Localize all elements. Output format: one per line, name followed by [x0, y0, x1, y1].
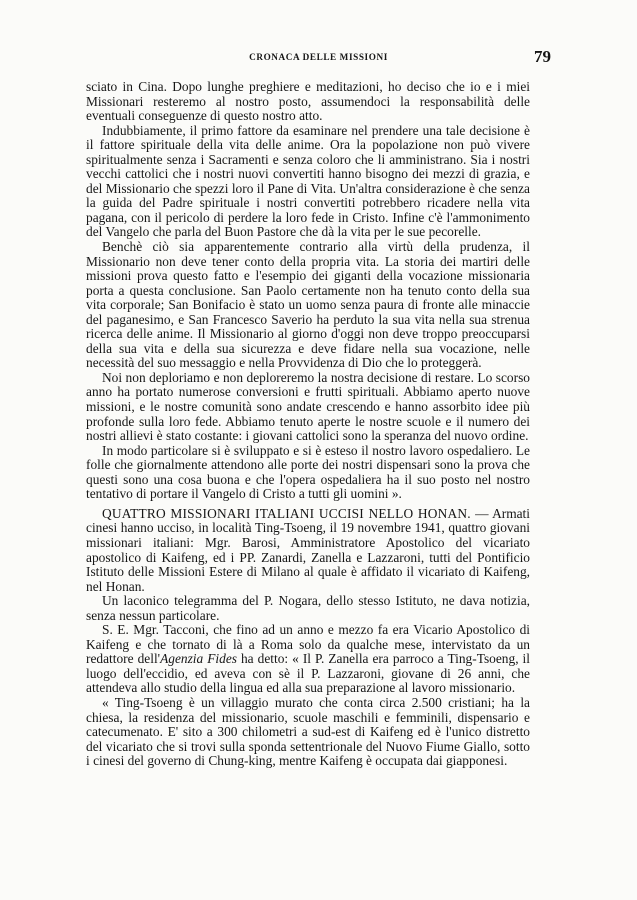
section-lead-text: Armati cinesi hanno ucciso, in località Ting-Tsoeng, il 19 novembre 1941, quattro giovani missionari italiani: Mgr. Barosi, Amministratore Apostolico del vicariato apostolico di Kaifeng, ed i PP. Zanardi, Zanella e Lazzaroni, tutti del Pontificio Istituto delle Missioni Estere di Milano al quale è affidato il vicariato di Kaifeng, nel Honan. [86, 505, 530, 594]
agency-name: Agenzia Fides [160, 651, 237, 667]
paragraph: Noi non deploriamo e non deploreremo la nostra decisione di restare. Lo scorso anno ha portato numerose conversioni e frutti spirituali. Abbiamo aperto nuove missioni, e le nostre comunità sono andate crescendo e hanno assorbito idee più profonde sulla loro fede. Abbiamo tenuto aperte le nostre scuole e il numero dei nostri allievi è stato costante: i giovani cattolici sono la speranza del nuovo ordine. [86, 369, 530, 444]
paragraph: « Ting-Tsoeng è un villaggio murato che conta circa 2.500 cristiani; ha la chiesa, la residenza del missionario, scuole maschili e femminili, dispensario e catecumenato. E' sito a 300 chilometri a sud-est di Kaifeng ed è l'unico distretto del vicariato che si trovi sulla sponda settentrionale del Nuovo Fiume Giallo, sotto i cinesi del governo di Chung-king, mentre Kaifeng è occupata dai giapponesi. [86, 694, 530, 769]
body-text [86, 80, 530, 769]
page-number: 79 [534, 47, 551, 66]
running-title: CRONACA DELLE MISSIONI [249, 52, 388, 62]
interview-paragraph [86, 623, 530, 696]
paragraph: In modo particolare si è sviluppato e si è esteso il nostro lavoro ospedaliero. Le folle che giornalmente attendono alle porte dei nostri dispensari sono la prova che questi sono una cosa buona e che l'opera ospedaliera ha il suo posto nel nostro tentativo di portare il Vangelo di Cristo a tutti gli uomini ». [86, 442, 530, 502]
section-first-paragraph [86, 507, 530, 594]
title-dash: — [470, 505, 493, 521]
section-title: QUATTRO MISSIONARI ITALIANI UCCISI NELLO HONAN. [102, 505, 471, 521]
interview-text-end: ha detto: « Il P. Zanella era parroco a Ting-Tsoeng, il luogo dell'eccidio, ed aveva con sè il P. Lazzaroni, giovane di 26 anni, che attendeva allo studio della lingua ed alla sua preparazione al lavoro missionario. [86, 651, 530, 696]
paragraph: Benchè ciò sia apparentemente contrario alla virtù della prudenza, il Missionario non deve tener conto della propria vita. La storia dei martiri delle missioni prova questo fatto e l'esempio dei giganti della vocazione missionaria porta a questa conclusione. San Paolo certamente non ha tenuto conto della sua vita corporale; San Bonifacio è stato un uomo senza paura di fronte alle minaccie del paganesimo, e San Francesco Saverio ha perduto la sua vita nella sua strenua ricerca delle anime. Il Missionario al giorno d'oggi non deve troppo preoccuparsi della sua vita e della sua sicurezza e deve fidare nella sua vocazione, nelle necessità del suo messaggio e nella Provvidenza di Dio che lo proteggerà. [86, 239, 530, 371]
running-head [0, 49, 637, 71]
paragraph: Un laconico telegramma del P. Nogara, dello stesso Istituto, ne dava notizia, senza nessun particolare. [86, 593, 530, 623]
paragraph: sciato in Cina. Dopo lunghe preghiere e meditazioni, ho deciso che io e i miei Missionari resteremo al nostro posto, assumendoci la responsabilità delle eventuali conseguenze di questo nostro atto. [86, 79, 530, 124]
paragraph: Indubbiamente, il primo fattore da esaminare nel prendere una tale decisione è il fattore spirituale della vita delle anime. Ora la popolazione non può vivere spiritualmente senza i Sacramenti e senza coloro che li amministrano. Sia i nostri vecchi cattolici che i nostri nuovi convertiti hanno bisogno dei mezzi di grazia, e del Missionario che spezzi loro il Pane di Vita. Un'altra considerazione è che senza la guida del Padre spirituale i nostri convertiti potrebbero ricadere nella vita pagana, con il pericolo di perdere la loro fede in Cristo. Infine c'è l'ammonimento del Vangelo che parla del Buon Pastore che dà la vita per le sue pecorelle. [86, 122, 530, 240]
interview-text-start: S. E. Mgr. Tacconi, che fino ad un anno e mezzo fa era Vicario Apostolico di Kaifeng e che tornato di là a Roma solo da qualche mese, intervistato da un redattore dell' [86, 622, 530, 667]
